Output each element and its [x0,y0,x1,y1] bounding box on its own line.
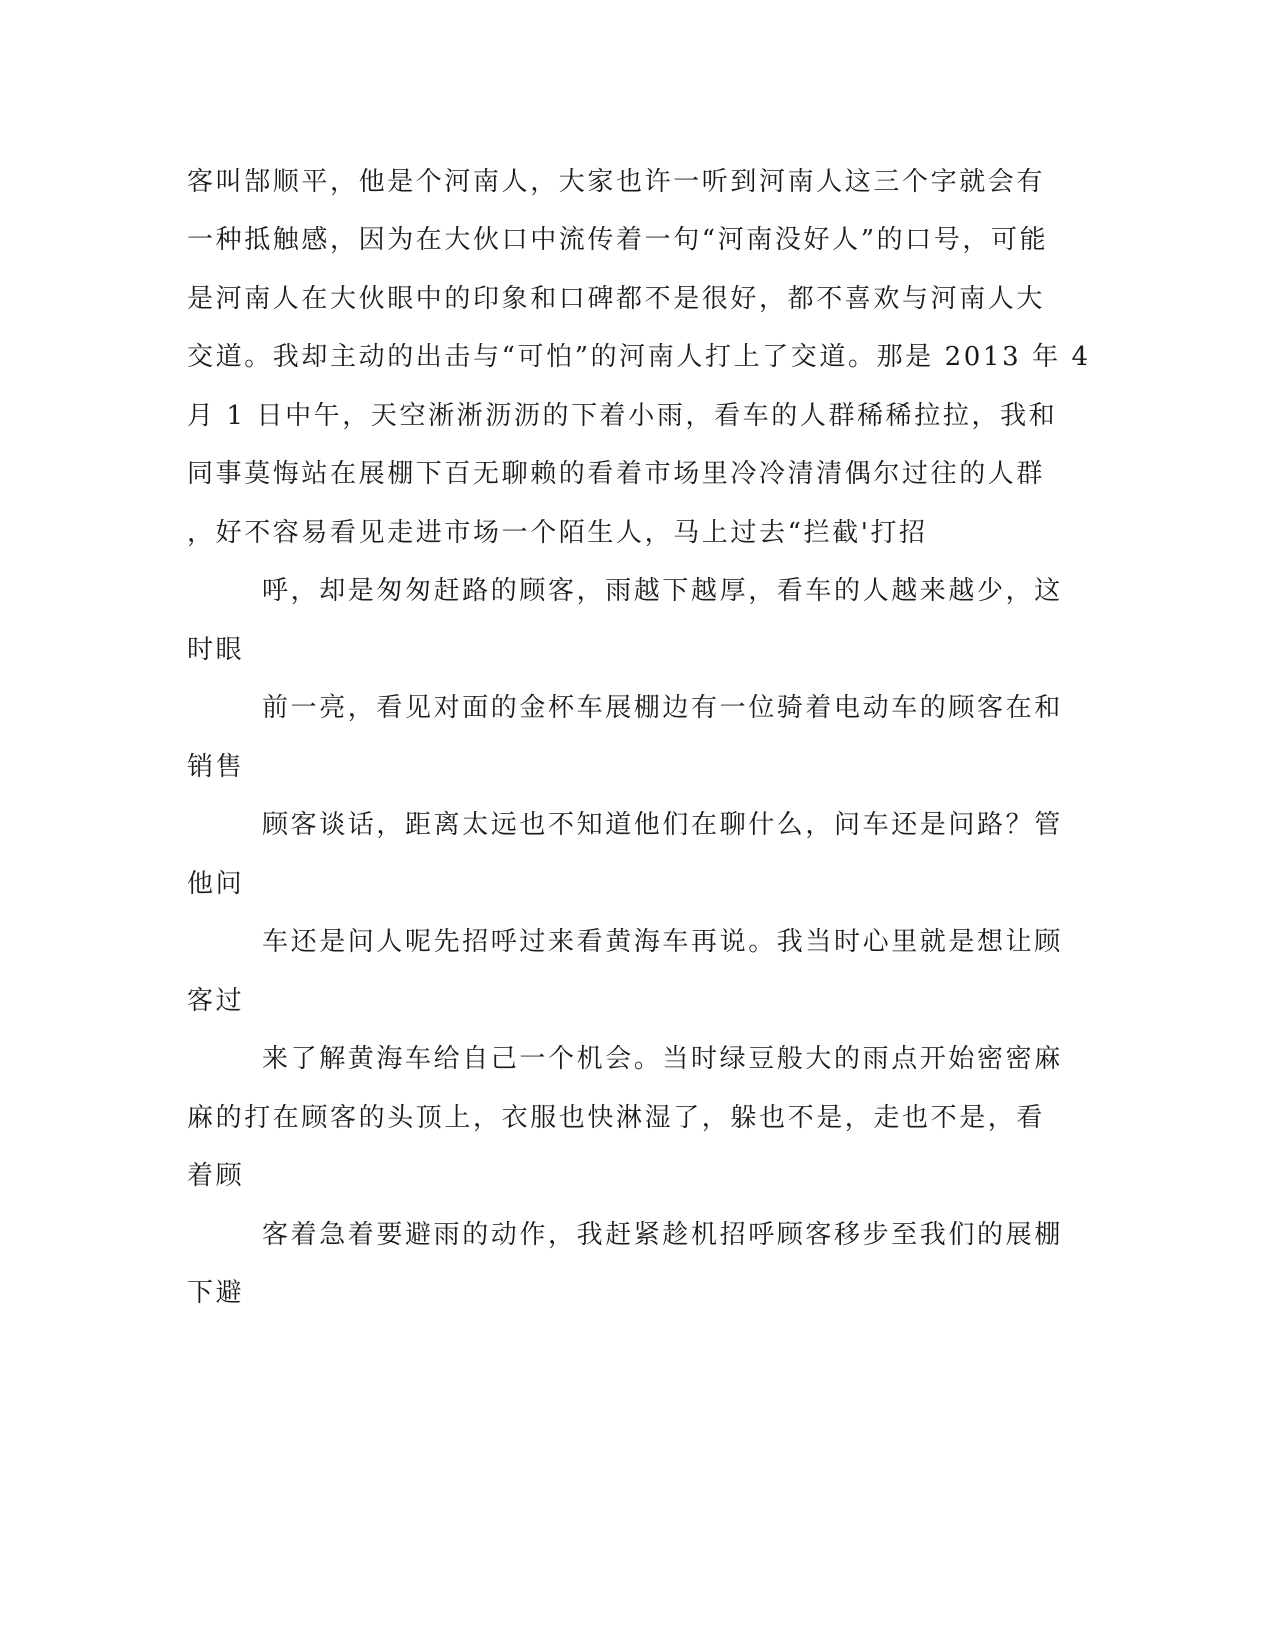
text-line: 时眼 [187,635,245,665]
text-line: 客叫郜顺平，他是个河南人，大家也许一听到河南人这三个字就会有 [187,167,1046,197]
text-line-indented: 来了解黄海车给自己一个机会。当时绿豆般大的雨点开始密密麻 [262,1044,1063,1074]
text-line: 月 1 日中午，天空淅淅沥沥的下着小雨，看车的人群稀稀拉拉，我和 [187,401,1058,431]
text-line: 是河南人在大伙眼中的印象和口碑都不是很好，都不喜欢与河南人大 [187,284,1046,314]
text-line-indented: 车还是问人呢先招呼过来看黄海车再说。我当时心里就是想让顾 [262,927,1063,957]
text-line: 同事莫悔站在展棚下百无聊赖的看着市场里冷冷清清偶尔过往的人群 [187,459,1046,489]
text-line: 着顾 [187,1161,245,1191]
text-line: 他问 [187,869,245,899]
text-line: 销售 [187,752,245,782]
text-line-indented: 前一亮，看见对面的金杯车展棚边有一位骑着电动车的顾客在和 [262,693,1063,723]
text-line: 客过 [187,986,245,1016]
text-line: 下避 [187,1278,245,1308]
text-line: 麻的打在顾客的头顶上，衣服也快淋湿了，躲也不是，走也不是，看 [187,1103,1046,1133]
text-line-indented: 客着急着要避雨的动作，我赶紧趁机招呼顾客移步至我们的展棚 [262,1220,1063,1250]
text-line-indented: 呼，却是匆匆赶路的顾客，雨越下越厚，看车的人越来越少，这 [262,576,1063,606]
text-line-indented: 顾客谈话，距离太远也不知道他们在聊什么，问车还是问路？管 [262,810,1063,840]
text-line: ，好不容易看见走进市场一个陌生人，马上过去“拦截'打招 [187,518,928,548]
text-line: 交道。我却主动的出击与“可怕”的河南人打上了交道。那是 2013 年 4 [187,342,1091,372]
text-line: 一种抵触感，因为在大伙口中流传着一句“河南没好人”的口号，可能 [187,225,1049,255]
